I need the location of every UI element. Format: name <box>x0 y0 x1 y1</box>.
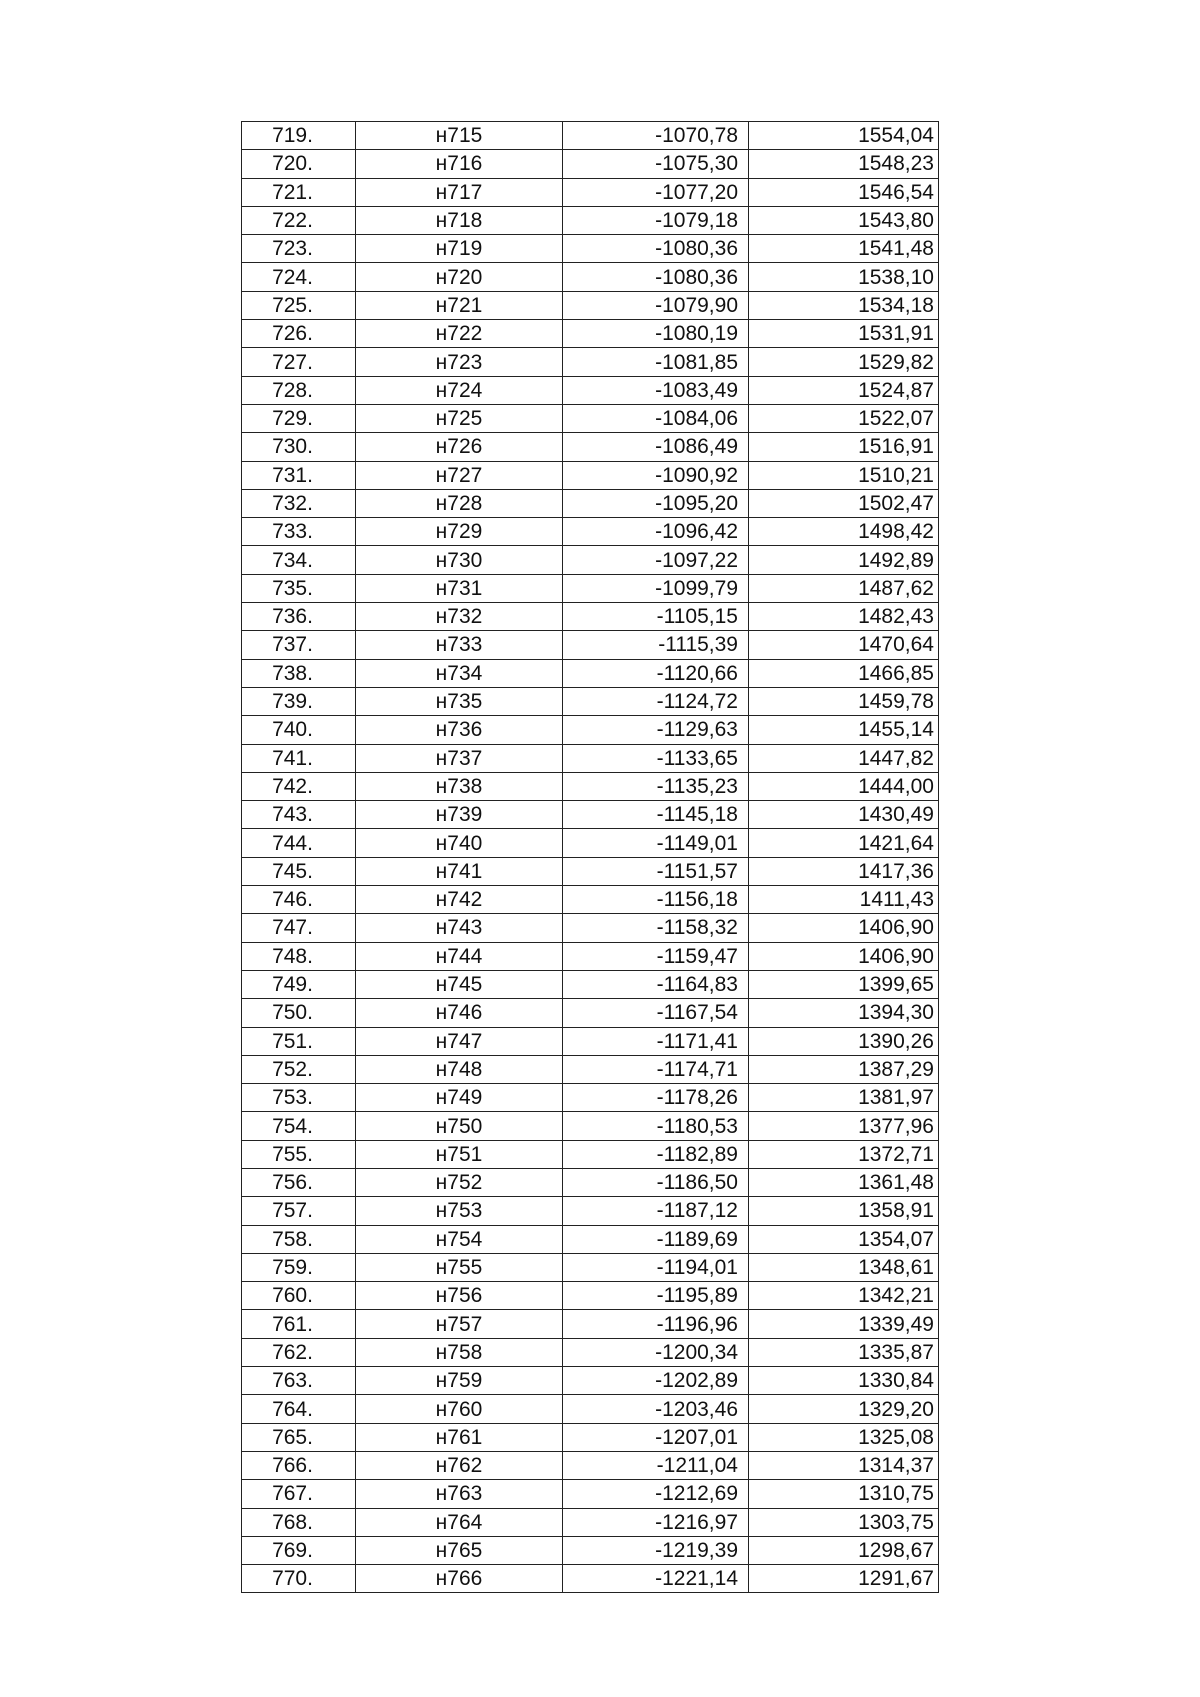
row-number-cell: 748. <box>242 942 356 970</box>
y-coordinate-cell: 1459,78 <box>749 687 939 715</box>
point-name-cell: н733 <box>356 631 563 659</box>
x-coordinate-cell: -1120,66 <box>563 659 749 687</box>
y-coordinate-cell: 1411,43 <box>749 886 939 914</box>
point-name-cell: н758 <box>356 1338 563 1366</box>
point-name-cell: н725 <box>356 404 563 432</box>
row-number-cell: 744. <box>242 829 356 857</box>
y-coordinate-cell: 1348,61 <box>749 1253 939 1281</box>
y-coordinate-cell: 1492,89 <box>749 546 939 574</box>
point-name-cell: н721 <box>356 291 563 319</box>
y-coordinate-cell: 1406,90 <box>749 942 939 970</box>
table-row <box>242 631 939 659</box>
y-coordinate-cell: 1325,08 <box>749 1423 939 1451</box>
y-coordinate-cell: 1546,54 <box>749 178 939 206</box>
y-coordinate-cell: 1524,87 <box>749 376 939 404</box>
y-coordinate-cell: 1303,75 <box>749 1508 939 1536</box>
x-coordinate-cell: -1178,26 <box>563 1084 749 1112</box>
table-row <box>242 404 939 432</box>
point-name-cell: н750 <box>356 1112 563 1140</box>
row-number-cell: 721. <box>242 178 356 206</box>
row-number-cell: 719. <box>242 122 356 150</box>
x-coordinate-cell: -1090,92 <box>563 461 749 489</box>
point-name-cell: н732 <box>356 603 563 631</box>
point-name-cell: н761 <box>356 1423 563 1451</box>
y-coordinate-cell: 1455,14 <box>749 716 939 744</box>
point-name-cell: н764 <box>356 1508 563 1536</box>
y-coordinate-cell: 1498,42 <box>749 518 939 546</box>
x-coordinate-cell: -1097,22 <box>563 546 749 574</box>
row-number-cell: 758. <box>242 1225 356 1253</box>
row-number-cell: 737. <box>242 631 356 659</box>
x-coordinate-cell: -1083,49 <box>563 376 749 404</box>
row-number-cell: 736. <box>242 603 356 631</box>
y-coordinate-cell: 1358,91 <box>749 1197 939 1225</box>
table-row <box>242 829 939 857</box>
table-row <box>242 1253 939 1281</box>
y-coordinate-cell: 1298,67 <box>749 1536 939 1564</box>
row-number-cell: 745. <box>242 857 356 885</box>
point-name-cell: н766 <box>356 1565 563 1593</box>
y-coordinate-cell: 1387,29 <box>749 1055 939 1083</box>
point-name-cell: н734 <box>356 659 563 687</box>
x-coordinate-cell: -1182,89 <box>563 1140 749 1168</box>
point-name-cell: н718 <box>356 206 563 234</box>
point-name-cell: н745 <box>356 970 563 998</box>
table-row <box>242 150 939 178</box>
row-number-cell: 724. <box>242 263 356 291</box>
table-row <box>242 744 939 772</box>
point-name-cell: н749 <box>356 1084 563 1112</box>
table-row <box>242 461 939 489</box>
table-row <box>242 376 939 404</box>
point-name-cell: н722 <box>356 320 563 348</box>
row-number-cell: 764. <box>242 1395 356 1423</box>
y-coordinate-cell: 1377,96 <box>749 1112 939 1140</box>
x-coordinate-cell: -1158,32 <box>563 914 749 942</box>
point-name-cell: н728 <box>356 489 563 517</box>
x-coordinate-cell: -1186,50 <box>563 1168 749 1196</box>
table-row <box>242 886 939 914</box>
table-row <box>242 178 939 206</box>
point-name-cell: н735 <box>356 687 563 715</box>
table-row <box>242 1310 939 1338</box>
table-row <box>242 716 939 744</box>
table-row <box>242 659 939 687</box>
y-coordinate-cell: 1543,80 <box>749 206 939 234</box>
table-row <box>242 263 939 291</box>
point-name-cell: н760 <box>356 1395 563 1423</box>
point-name-cell: н739 <box>356 801 563 829</box>
row-number-cell: 738. <box>242 659 356 687</box>
point-name-cell: н737 <box>356 744 563 772</box>
x-coordinate-cell: -1080,36 <box>563 235 749 263</box>
x-coordinate-cell: -1180,53 <box>563 1112 749 1140</box>
table-row <box>242 1451 939 1479</box>
row-number-cell: 753. <box>242 1084 356 1112</box>
x-coordinate-cell: -1075,30 <box>563 150 749 178</box>
y-coordinate-cell: 1534,18 <box>749 291 939 319</box>
y-coordinate-cell: 1310,75 <box>749 1480 939 1508</box>
y-coordinate-cell: 1339,49 <box>749 1310 939 1338</box>
table-row <box>242 291 939 319</box>
point-name-cell: н753 <box>356 1197 563 1225</box>
row-number-cell: 754. <box>242 1112 356 1140</box>
table-row <box>242 687 939 715</box>
point-name-cell: н717 <box>356 178 563 206</box>
y-coordinate-cell: 1538,10 <box>749 263 939 291</box>
x-coordinate-cell: -1207,01 <box>563 1423 749 1451</box>
point-name-cell: н738 <box>356 772 563 800</box>
row-number-cell: 746. <box>242 886 356 914</box>
point-name-cell: н751 <box>356 1140 563 1168</box>
point-name-cell: н752 <box>356 1168 563 1196</box>
y-coordinate-cell: 1417,36 <box>749 857 939 885</box>
table-row <box>242 1140 939 1168</box>
row-number-cell: 729. <box>242 404 356 432</box>
row-number-cell: 747. <box>242 914 356 942</box>
y-coordinate-cell: 1541,48 <box>749 235 939 263</box>
x-coordinate-cell: -1124,72 <box>563 687 749 715</box>
y-coordinate-cell: 1482,43 <box>749 603 939 631</box>
row-number-cell: 756. <box>242 1168 356 1196</box>
table-row <box>242 1282 939 1310</box>
row-number-cell: 739. <box>242 687 356 715</box>
table-row <box>242 1395 939 1423</box>
point-name-cell: н754 <box>356 1225 563 1253</box>
x-coordinate-cell: -1095,20 <box>563 489 749 517</box>
y-coordinate-cell: 1354,07 <box>749 1225 939 1253</box>
point-name-cell: н724 <box>356 376 563 404</box>
point-name-cell: н744 <box>356 942 563 970</box>
point-name-cell: н756 <box>356 1282 563 1310</box>
table-row <box>242 574 939 602</box>
y-coordinate-cell: 1554,04 <box>749 122 939 150</box>
x-coordinate-cell: -1096,42 <box>563 518 749 546</box>
row-number-cell: 720. <box>242 150 356 178</box>
table-row <box>242 1338 939 1366</box>
x-coordinate-cell: -1212,69 <box>563 1480 749 1508</box>
row-number-cell: 755. <box>242 1140 356 1168</box>
table-row <box>242 970 939 998</box>
point-name-cell: н759 <box>356 1367 563 1395</box>
table-row <box>242 122 939 150</box>
x-coordinate-cell: -1216,97 <box>563 1508 749 1536</box>
point-name-cell: н719 <box>356 235 563 263</box>
table-row <box>242 1027 939 1055</box>
row-number-cell: 733. <box>242 518 356 546</box>
x-coordinate-cell: -1080,19 <box>563 320 749 348</box>
x-coordinate-cell: -1156,18 <box>563 886 749 914</box>
x-coordinate-cell: -1167,54 <box>563 999 749 1027</box>
x-coordinate-cell: -1070,78 <box>563 122 749 150</box>
x-coordinate-cell: -1194,01 <box>563 1253 749 1281</box>
row-number-cell: 767. <box>242 1480 356 1508</box>
x-coordinate-cell: -1159,47 <box>563 942 749 970</box>
table-row <box>242 772 939 800</box>
table-row <box>242 433 939 461</box>
table-row <box>242 546 939 574</box>
y-coordinate-cell: 1502,47 <box>749 489 939 517</box>
table-row <box>242 1112 939 1140</box>
point-name-cell: н743 <box>356 914 563 942</box>
table-row <box>242 1168 939 1196</box>
table-row <box>242 603 939 631</box>
y-coordinate-cell: 1447,82 <box>749 744 939 772</box>
coordinates-table <box>241 121 939 1593</box>
x-coordinate-cell: -1099,79 <box>563 574 749 602</box>
table-row <box>242 1367 939 1395</box>
row-number-cell: 731. <box>242 461 356 489</box>
y-coordinate-cell: 1342,21 <box>749 1282 939 1310</box>
point-name-cell: н755 <box>356 1253 563 1281</box>
y-coordinate-cell: 1470,64 <box>749 631 939 659</box>
x-coordinate-cell: -1145,18 <box>563 801 749 829</box>
row-number-cell: 751. <box>242 1027 356 1055</box>
table-row <box>242 1423 939 1451</box>
x-coordinate-cell: -1164,83 <box>563 970 749 998</box>
y-coordinate-cell: 1522,07 <box>749 404 939 432</box>
y-coordinate-cell: 1430,49 <box>749 801 939 829</box>
table-row <box>242 1197 939 1225</box>
table-row <box>242 1565 939 1593</box>
table-row <box>242 489 939 517</box>
row-number-cell: 757. <box>242 1197 356 1225</box>
y-coordinate-cell: 1516,91 <box>749 433 939 461</box>
x-coordinate-cell: -1081,85 <box>563 348 749 376</box>
x-coordinate-cell: -1079,90 <box>563 291 749 319</box>
row-number-cell: 732. <box>242 489 356 517</box>
table-row <box>242 1480 939 1508</box>
row-number-cell: 740. <box>242 716 356 744</box>
coordinates-table-body <box>242 122 939 1593</box>
row-number-cell: 765. <box>242 1423 356 1451</box>
x-coordinate-cell: -1196,96 <box>563 1310 749 1338</box>
table-row <box>242 348 939 376</box>
x-coordinate-cell: -1079,18 <box>563 206 749 234</box>
row-number-cell: 735. <box>242 574 356 602</box>
y-coordinate-cell: 1510,21 <box>749 461 939 489</box>
y-coordinate-cell: 1406,90 <box>749 914 939 942</box>
x-coordinate-cell: -1151,57 <box>563 857 749 885</box>
x-coordinate-cell: -1187,12 <box>563 1197 749 1225</box>
row-number-cell: 752. <box>242 1055 356 1083</box>
row-number-cell: 743. <box>242 801 356 829</box>
point-name-cell: н763 <box>356 1480 563 1508</box>
x-coordinate-cell: -1174,71 <box>563 1055 749 1083</box>
table-row <box>242 1055 939 1083</box>
point-name-cell: н723 <box>356 348 563 376</box>
table-row <box>242 942 939 970</box>
y-coordinate-cell: 1330,84 <box>749 1367 939 1395</box>
y-coordinate-cell: 1329,20 <box>749 1395 939 1423</box>
y-coordinate-cell: 1372,71 <box>749 1140 939 1168</box>
x-coordinate-cell: -1086,49 <box>563 433 749 461</box>
table-row <box>242 1084 939 1112</box>
row-number-cell: 760. <box>242 1282 356 1310</box>
x-coordinate-cell: -1219,39 <box>563 1536 749 1564</box>
x-coordinate-cell: -1149,01 <box>563 829 749 857</box>
table-row <box>242 518 939 546</box>
y-coordinate-cell: 1487,62 <box>749 574 939 602</box>
row-number-cell: 769. <box>242 1536 356 1564</box>
row-number-cell: 723. <box>242 235 356 263</box>
x-coordinate-cell: -1129,63 <box>563 716 749 744</box>
y-coordinate-cell: 1466,85 <box>749 659 939 687</box>
table-row <box>242 857 939 885</box>
point-name-cell: н762 <box>356 1451 563 1479</box>
x-coordinate-cell: -1115,39 <box>563 631 749 659</box>
table-row <box>242 1536 939 1564</box>
y-coordinate-cell: 1421,64 <box>749 829 939 857</box>
row-number-cell: 727. <box>242 348 356 376</box>
x-coordinate-cell: -1133,65 <box>563 744 749 772</box>
row-number-cell: 734. <box>242 546 356 574</box>
y-coordinate-cell: 1529,82 <box>749 348 939 376</box>
point-name-cell: н740 <box>356 829 563 857</box>
row-number-cell: 728. <box>242 376 356 404</box>
point-name-cell: н715 <box>356 122 563 150</box>
x-coordinate-cell: -1200,34 <box>563 1338 749 1366</box>
x-coordinate-cell: -1084,06 <box>563 404 749 432</box>
x-coordinate-cell: -1171,41 <box>563 1027 749 1055</box>
point-name-cell: н748 <box>356 1055 563 1083</box>
point-name-cell: н741 <box>356 857 563 885</box>
x-coordinate-cell: -1077,20 <box>563 178 749 206</box>
table-row <box>242 999 939 1027</box>
y-coordinate-cell: 1335,87 <box>749 1338 939 1366</box>
point-name-cell: н747 <box>356 1027 563 1055</box>
y-coordinate-cell: 1394,30 <box>749 999 939 1027</box>
y-coordinate-cell: 1390,26 <box>749 1027 939 1055</box>
y-coordinate-cell: 1291,67 <box>749 1565 939 1593</box>
point-name-cell: н727 <box>356 461 563 489</box>
row-number-cell: 761. <box>242 1310 356 1338</box>
point-name-cell: н720 <box>356 263 563 291</box>
y-coordinate-cell: 1399,65 <box>749 970 939 998</box>
row-number-cell: 750. <box>242 999 356 1027</box>
point-name-cell: н716 <box>356 150 563 178</box>
table-row <box>242 914 939 942</box>
row-number-cell: 763. <box>242 1367 356 1395</box>
x-coordinate-cell: -1211,04 <box>563 1451 749 1479</box>
row-number-cell: 766. <box>242 1451 356 1479</box>
row-number-cell: 770. <box>242 1565 356 1593</box>
table-row <box>242 235 939 263</box>
table-row <box>242 206 939 234</box>
table-row <box>242 801 939 829</box>
x-coordinate-cell: -1221,14 <box>563 1565 749 1593</box>
point-name-cell: н746 <box>356 999 563 1027</box>
y-coordinate-cell: 1444,00 <box>749 772 939 800</box>
x-coordinate-cell: -1195,89 <box>563 1282 749 1310</box>
row-number-cell: 742. <box>242 772 356 800</box>
x-coordinate-cell: -1105,15 <box>563 603 749 631</box>
x-coordinate-cell: -1135,23 <box>563 772 749 800</box>
row-number-cell: 759. <box>242 1253 356 1281</box>
row-number-cell: 730. <box>242 433 356 461</box>
row-number-cell: 741. <box>242 744 356 772</box>
point-name-cell: н726 <box>356 433 563 461</box>
x-coordinate-cell: -1080,36 <box>563 263 749 291</box>
y-coordinate-cell: 1381,97 <box>749 1084 939 1112</box>
point-name-cell: н729 <box>356 518 563 546</box>
x-coordinate-cell: -1202,89 <box>563 1367 749 1395</box>
x-coordinate-cell: -1189,69 <box>563 1225 749 1253</box>
point-name-cell: н757 <box>356 1310 563 1338</box>
row-number-cell: 768. <box>242 1508 356 1536</box>
row-number-cell: 749. <box>242 970 356 998</box>
point-name-cell: н736 <box>356 716 563 744</box>
point-name-cell: н730 <box>356 546 563 574</box>
row-number-cell: 726. <box>242 320 356 348</box>
point-name-cell: н765 <box>356 1536 563 1564</box>
table-row <box>242 1508 939 1536</box>
y-coordinate-cell: 1314,37 <box>749 1451 939 1479</box>
point-name-cell: н742 <box>356 886 563 914</box>
table-row <box>242 320 939 348</box>
y-coordinate-cell: 1361,48 <box>749 1168 939 1196</box>
y-coordinate-cell: 1531,91 <box>749 320 939 348</box>
y-coordinate-cell: 1548,23 <box>749 150 939 178</box>
row-number-cell: 762. <box>242 1338 356 1366</box>
row-number-cell: 722. <box>242 206 356 234</box>
x-coordinate-cell: -1203,46 <box>563 1395 749 1423</box>
point-name-cell: н731 <box>356 574 563 602</box>
table-row <box>242 1225 939 1253</box>
row-number-cell: 725. <box>242 291 356 319</box>
